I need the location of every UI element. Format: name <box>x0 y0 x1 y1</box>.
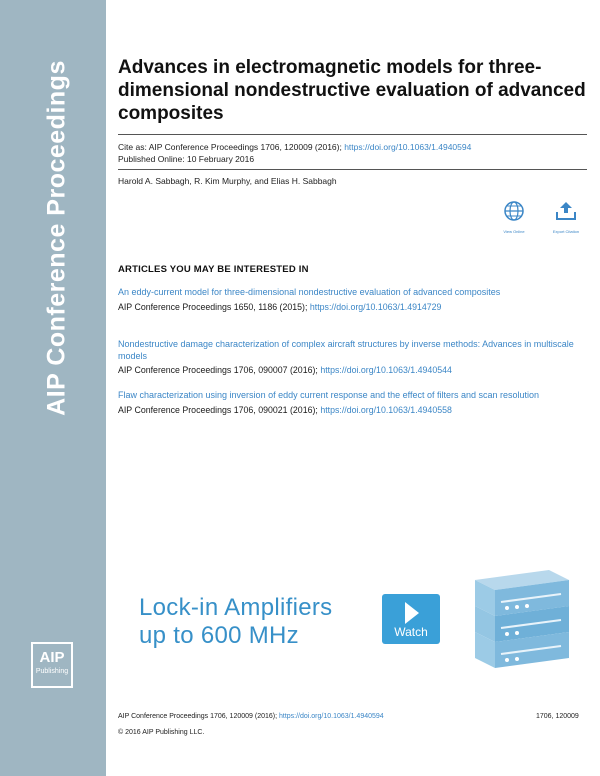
journal-sidebar <box>0 0 106 776</box>
ad-line-2: up to 600 MHz <box>139 622 299 649</box>
related-article-citation <box>118 302 580 312</box>
related-article-title[interactable]: Flaw characterization using inversion of eddy current response and the effect of filters and scan resolution <box>118 390 540 400</box>
export-citation-action[interactable] <box>546 200 586 234</box>
related-article-ref: AIP Conference Proceedings 1650, 1186 (2015); <box>118 301 310 312</box>
aip-publishing-logo[interactable] <box>31 642 73 688</box>
related-article <box>118 390 580 415</box>
journal-name: AIP Conference Proceedings <box>42 60 71 416</box>
paper-title: Advances in electromagnetic models for three-dimensional nondestructive evaluation of advanced composites <box>118 57 586 124</box>
advertisement-banner[interactable] <box>126 566 577 678</box>
view-online-label: View Online <box>503 229 525 234</box>
logo-text: AIP <box>39 649 65 666</box>
instrument-image <box>457 566 577 678</box>
logo-subtext: Publishing <box>35 668 69 675</box>
copyright: © 2016 AIP Publishing LLC. <box>118 729 205 736</box>
footer-doi-link[interactable]: https://doi.org/10.1063/1.4940594 <box>278 713 384 720</box>
related-article <box>118 339 580 375</box>
export-citation-label: Export Citation <box>552 229 580 234</box>
watch-button[interactable] <box>382 594 440 644</box>
related-article-citation <box>118 405 580 415</box>
published-date: Published Online: 10 February 2016 <box>118 154 255 164</box>
related-article-title[interactable]: An eddy-current model for three-dimensional nondestructive evaluation of advanced composites <box>118 287 501 297</box>
view-online-action[interactable] <box>494 200 534 234</box>
ad-line-1: Lock-in Amplifiers <box>139 594 333 621</box>
watch-label: Watch <box>394 625 428 639</box>
related-articles-heading: ARTICLES YOU MAY BE INTERESTED IN <box>118 264 309 275</box>
related-article-citation <box>118 365 580 375</box>
cite-text: AIP Conference Proceedings 1706, 120009 (2016); <box>148 142 345 152</box>
globe-icon <box>503 200 525 222</box>
footer-citation <box>118 713 384 720</box>
related-article-doi[interactable]: https://doi.org/10.1063/1.4940558 <box>320 404 452 415</box>
paper-doi-link[interactable]: https://doi.org/10.1063/1.4940594 <box>344 142 472 152</box>
divider <box>118 134 587 135</box>
divider <box>118 169 587 170</box>
authors: Harold A. Sabbagh, R. Kim Murphy, and Elias H. Sabbagh <box>118 176 337 186</box>
export-icon <box>554 200 578 222</box>
related-article-ref: AIP Conference Proceedings 1706, 090007 (2016); <box>118 365 321 375</box>
footer-ref: AIP Conference Proceedings 1706, 120009 (2016); <box>118 713 279 720</box>
cite-as-line <box>118 142 471 152</box>
footer-page-ref: 1706, 120009 <box>536 713 579 720</box>
related-article-title[interactable]: Nondestructive damage characterization of complex aircraft structures by inverse methods: Advances in multiscale models <box>118 339 574 361</box>
related-article <box>118 287 580 312</box>
related-article-ref: AIP Conference Proceedings 1706, 090021 (2016); <box>118 404 321 415</box>
cite-prefix: Cite as: <box>118 142 149 152</box>
related-article-doi[interactable]: https://doi.org/10.1063/1.4940544 <box>320 365 452 375</box>
ad-headline <box>139 594 332 650</box>
related-article-doi[interactable]: https://doi.org/10.1063/1.4914729 <box>309 301 442 312</box>
